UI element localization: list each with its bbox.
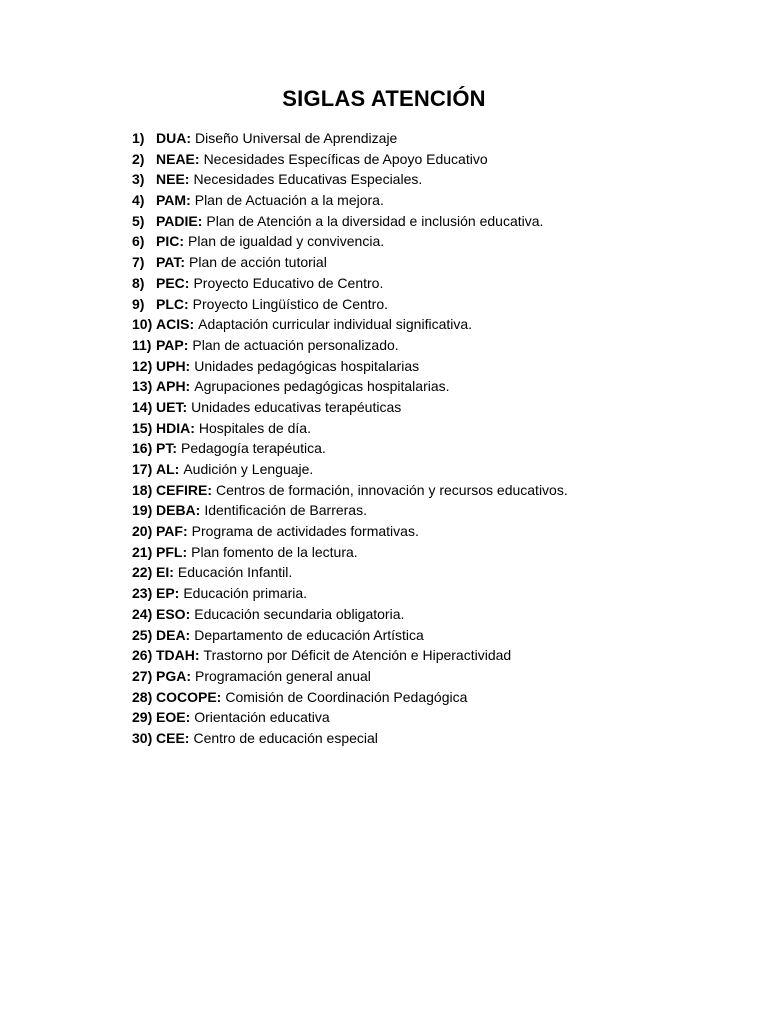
list-item xyxy=(132,190,568,211)
item-acronym: UET: xyxy=(156,398,188,415)
list-item xyxy=(132,542,568,563)
item-number: 4) xyxy=(132,192,145,209)
item-acronym: UPH: xyxy=(156,357,191,374)
item-number: 13) xyxy=(132,378,153,395)
item-acronym: NEAE: xyxy=(156,150,200,167)
item-description: Unidades educativas terapéuticas xyxy=(191,398,402,415)
item-description: Plan de Atención a la diversidad e inclusión educativa. xyxy=(206,212,544,229)
item-acronym: PAT: xyxy=(156,254,186,271)
item-description: Plan de actuación personalizado. xyxy=(192,336,399,353)
item-acronym: PEC: xyxy=(156,274,190,291)
item-number: 20) xyxy=(132,523,153,540)
list-item xyxy=(132,562,568,583)
item-acronym: EI: xyxy=(156,564,174,581)
list-item xyxy=(132,666,568,687)
item-description: Necesidades Específicas de Apoyo Educativo xyxy=(203,150,488,167)
item-number: 18) xyxy=(132,481,153,498)
item-number: 2) xyxy=(132,150,145,167)
list-item xyxy=(132,438,568,459)
list-item xyxy=(132,335,568,356)
list-item xyxy=(132,314,568,335)
list-item xyxy=(132,707,568,728)
list-item xyxy=(132,604,568,625)
item-number: 29) xyxy=(132,709,153,726)
item-acronym: ESO: xyxy=(156,605,191,622)
list-item xyxy=(132,376,568,397)
list-item xyxy=(132,480,568,501)
item-number: 17) xyxy=(132,461,153,477)
item-acronym: PIC: xyxy=(156,233,184,250)
item-acronym: PLC: xyxy=(156,295,189,312)
item-number: 10) xyxy=(132,316,153,333)
item-acronym: ACIS: xyxy=(156,316,195,333)
list-item xyxy=(132,459,568,480)
item-description: Diseño Universal de Aprendizaje xyxy=(195,130,398,146)
item-description: Centros de formación, innovación y recursos educativos. xyxy=(216,481,568,498)
item-number: 26) xyxy=(132,647,153,664)
item-number: 24) xyxy=(132,605,153,622)
list-item xyxy=(132,273,568,294)
item-acronym: CEE: xyxy=(156,729,190,746)
item-description: Audición y Lenguaje. xyxy=(183,461,314,477)
item-acronym: AL: xyxy=(156,461,180,477)
item-description: Unidades pedagógicas hospitalarias xyxy=(194,357,420,374)
item-description: Proyecto Educativo de Centro. xyxy=(193,274,384,291)
item-description: Centro de educación especial xyxy=(193,729,378,746)
list-item xyxy=(132,397,568,418)
item-acronym: APH: xyxy=(156,378,191,395)
item-number: 22) xyxy=(132,564,153,581)
item-description: Comisión de Coordinación Pedagógica xyxy=(225,688,468,705)
item-description: Programa de actividades formativas. xyxy=(191,523,419,540)
item-number: 12) xyxy=(132,357,153,374)
item-acronym: CEFIRE: xyxy=(156,481,212,498)
list-item xyxy=(132,728,568,749)
acronym-list xyxy=(132,128,568,749)
item-description: Plan de acción tutorial xyxy=(189,254,327,271)
item-acronym: PAM: xyxy=(156,192,191,209)
item-description: Hospitales de día. xyxy=(198,419,311,436)
list-item xyxy=(132,418,568,439)
item-number: 23) xyxy=(132,585,153,602)
item-number: 27) xyxy=(132,667,153,684)
item-acronym: EP: xyxy=(156,585,180,602)
item-number: 8) xyxy=(132,274,145,291)
list-item xyxy=(132,169,568,190)
item-number: 21) xyxy=(132,543,153,560)
item-acronym: PT: xyxy=(156,440,177,457)
item-description: Plan fomento de la lectura. xyxy=(191,543,358,560)
item-description: Plan de igualdad y convivencia. xyxy=(188,233,385,250)
item-acronym: TDAH: xyxy=(156,647,200,664)
list-item xyxy=(132,211,568,232)
item-number: 11) xyxy=(132,336,152,353)
item-acronym: PFL: xyxy=(156,543,188,560)
item-description: Trastorno por Déficit de Atención e Hiperactividad xyxy=(203,647,512,664)
list-item xyxy=(132,294,568,315)
item-acronym: HDIA: xyxy=(156,419,195,436)
item-description: Educación Infantil. xyxy=(177,564,293,581)
item-number: 25) xyxy=(132,626,153,643)
item-acronym: COCOPE: xyxy=(156,688,222,705)
item-acronym: DEBA: xyxy=(156,502,201,519)
list-item xyxy=(132,149,568,170)
item-acronym: NEE: xyxy=(156,171,190,188)
list-item xyxy=(132,252,568,273)
item-description: Educación primaria. xyxy=(183,585,308,602)
item-number: 6) xyxy=(132,233,145,250)
item-description: Necesidades Educativas Especiales. xyxy=(193,171,423,188)
item-description: Identificación de Barreras. xyxy=(204,502,367,519)
item-description: Departamento de educación Artística xyxy=(194,626,424,643)
list-item xyxy=(132,128,568,149)
item-number: 3) xyxy=(132,171,145,188)
item-number: 9) xyxy=(132,295,145,312)
list-item xyxy=(132,687,568,708)
item-acronym: PADIE: xyxy=(156,212,203,229)
item-acronym: PAF: xyxy=(156,523,188,540)
item-number: 7) xyxy=(132,254,145,271)
list-item xyxy=(132,583,568,604)
item-description: Orientación educativa xyxy=(194,709,330,726)
item-number: 14) xyxy=(132,398,153,415)
item-description: Adaptación curricular individual significativa. xyxy=(198,316,473,333)
item-acronym: DEA: xyxy=(156,626,191,643)
item-description: Agrupaciones pedagógicas hospitalarias. xyxy=(194,378,450,395)
item-number: 19) xyxy=(132,502,153,519)
item-description: Plan de Actuación a la mejora. xyxy=(194,192,384,209)
page-title: SIGLAS ATENCIÓN xyxy=(282,86,486,111)
item-number: 16) xyxy=(132,440,153,457)
item-acronym: EOE: xyxy=(156,709,191,726)
item-number: 5) xyxy=(132,212,145,229)
list-item xyxy=(132,625,568,646)
item-description: Educación secundaria obligatoria. xyxy=(194,605,405,622)
item-number: 28) xyxy=(132,688,153,705)
list-item xyxy=(132,356,568,377)
item-number: 15) xyxy=(132,419,153,436)
list-item xyxy=(132,521,568,542)
list-item xyxy=(132,500,568,521)
list-item xyxy=(132,645,568,666)
item-acronym: DUA: xyxy=(156,130,191,146)
item-number: 30) xyxy=(132,729,153,746)
item-description: Proyecto Lingüístico de Centro. xyxy=(192,295,389,312)
item-description: Programación general anual xyxy=(195,667,371,684)
item-acronym: PAP: xyxy=(156,336,189,353)
list-item xyxy=(132,231,568,252)
item-number: 1) xyxy=(132,130,145,146)
item-acronym: PGA: xyxy=(156,667,191,684)
item-description: Pedagogía terapéutica. xyxy=(181,440,326,457)
